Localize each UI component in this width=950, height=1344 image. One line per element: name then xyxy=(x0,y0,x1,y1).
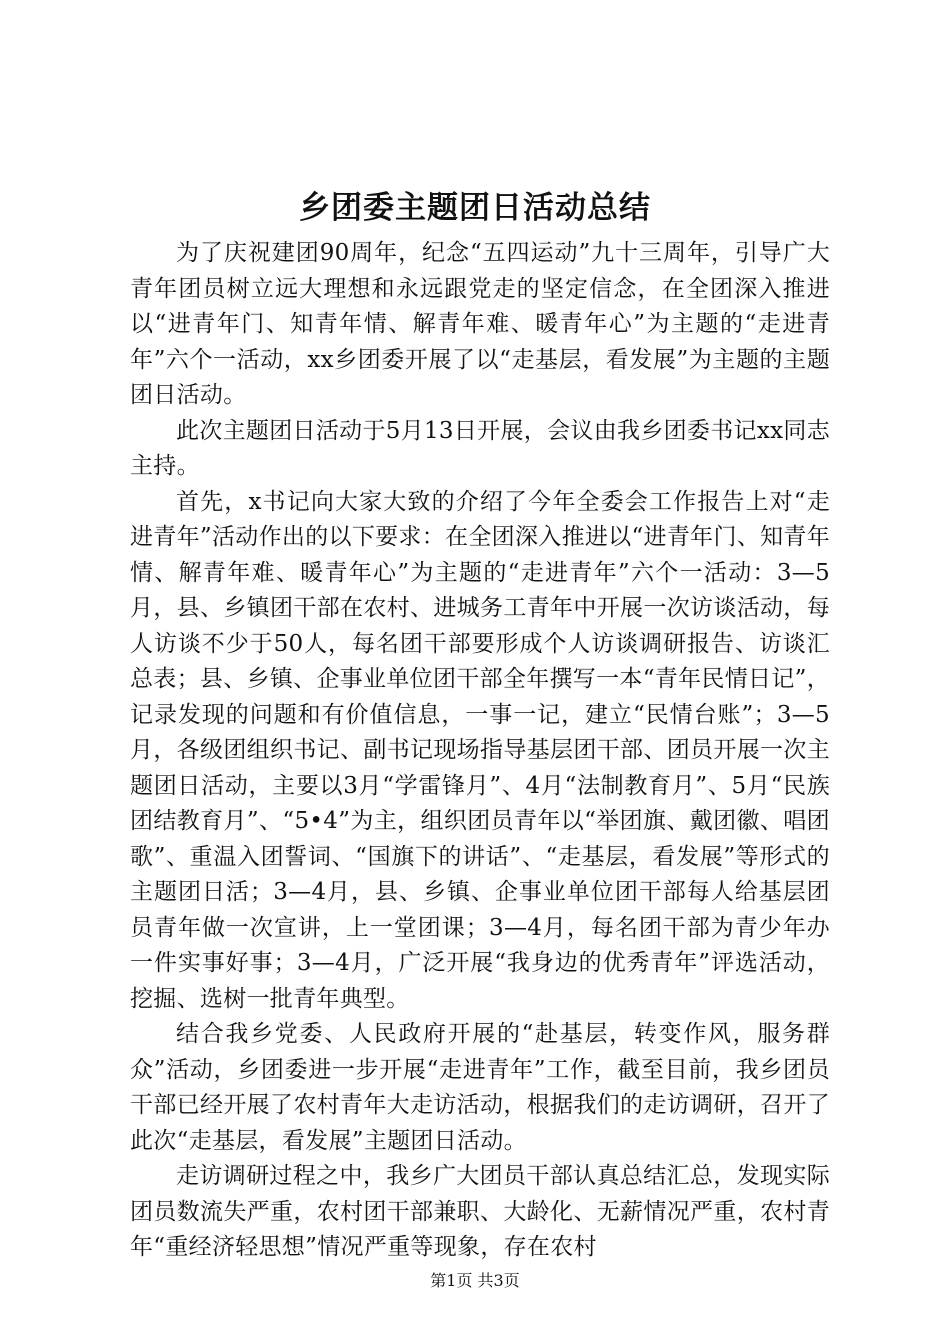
document-title: 乡团委主题团日活动总结 xyxy=(299,190,651,226)
document-body xyxy=(130,236,830,1266)
paragraph: 为了庆祝建团90周年，纪念“五四运动”九十三周年，引导广大青年团员树立远大理想和永远跟党走的坚定信念，在全团深入推进以“进青年门、知青年情、解青年难、暖青年心”为主题的“走进青年”六个一活动，xx乡团委开展了以“走基层，看发展”为主题的主题团日活动。 xyxy=(130,240,830,408)
paragraph: 此次主题团日活动于5月13日开展，会议由我乡团委书记xx同志主持。 xyxy=(130,417,830,479)
paragraph: 结合我乡党委、人民政府开展的“赴基层，转变作风，服务群众”活动，乡团委进一步开展“走进青年”工作，截至目前，我乡团员干部已经开展了农村青年大走访活动，根据我们的走访调研，召开了此次“走基层，看发展”主题团日活动。 xyxy=(130,1021,830,1154)
page-footer: 第1页 共3页 xyxy=(430,1271,520,1290)
paragraph: 首先，x书记向大家大致的介绍了今年全委会工作报告上对“走进青年”活动作出的以下要求：在全团深入推进以“进青年门、知青年情、解青年难、暖青年心”为主题的“走进青年”六个一活动：3—5月，县、乡镇团干部在农村、进城务工青年中开展一次访谈活动，每人访谈不少于50人，每名团干部要形成个人访谈调研报告、访谈汇总表；县、乡镇、企事业单位团干部全年撰写一本“青年民情日记”，记录发现的问题和有价值信息，一事一记，建立“民情台账”；3—5月，各级团组织书记、副书记现场指导基层团干部、团员开展一次主题团日活动，主要以3月“学雷锋月”、4月“法制教育月”、5月“民族团结教育月”、“5•4”为主，组织团员青年以“举团旗、戴团徽、唱团歌”、重温入团誓词、“国旗下的讲话”、“走基层，看发展”等形式的主题团日活；3—4月，县、乡镇、企事业单位团干部每人给基层团员青年做一次宣讲，上一堂团课；3—4月，每名团干部为青少年办一件实事好事；3—4月，广泛开展“我身边的优秀青年”评选活动，挖掘、选树一批青年典型。 xyxy=(130,488,830,1012)
paragraph: 走访调研过程之中，我乡广大团员干部认真总结汇总，发现实际团员数流失严重，农村团干部兼职、大龄化、无薪情况严重，农村青年“重经济轻思想”情况严重等现象，存在农村 xyxy=(130,1163,830,1260)
